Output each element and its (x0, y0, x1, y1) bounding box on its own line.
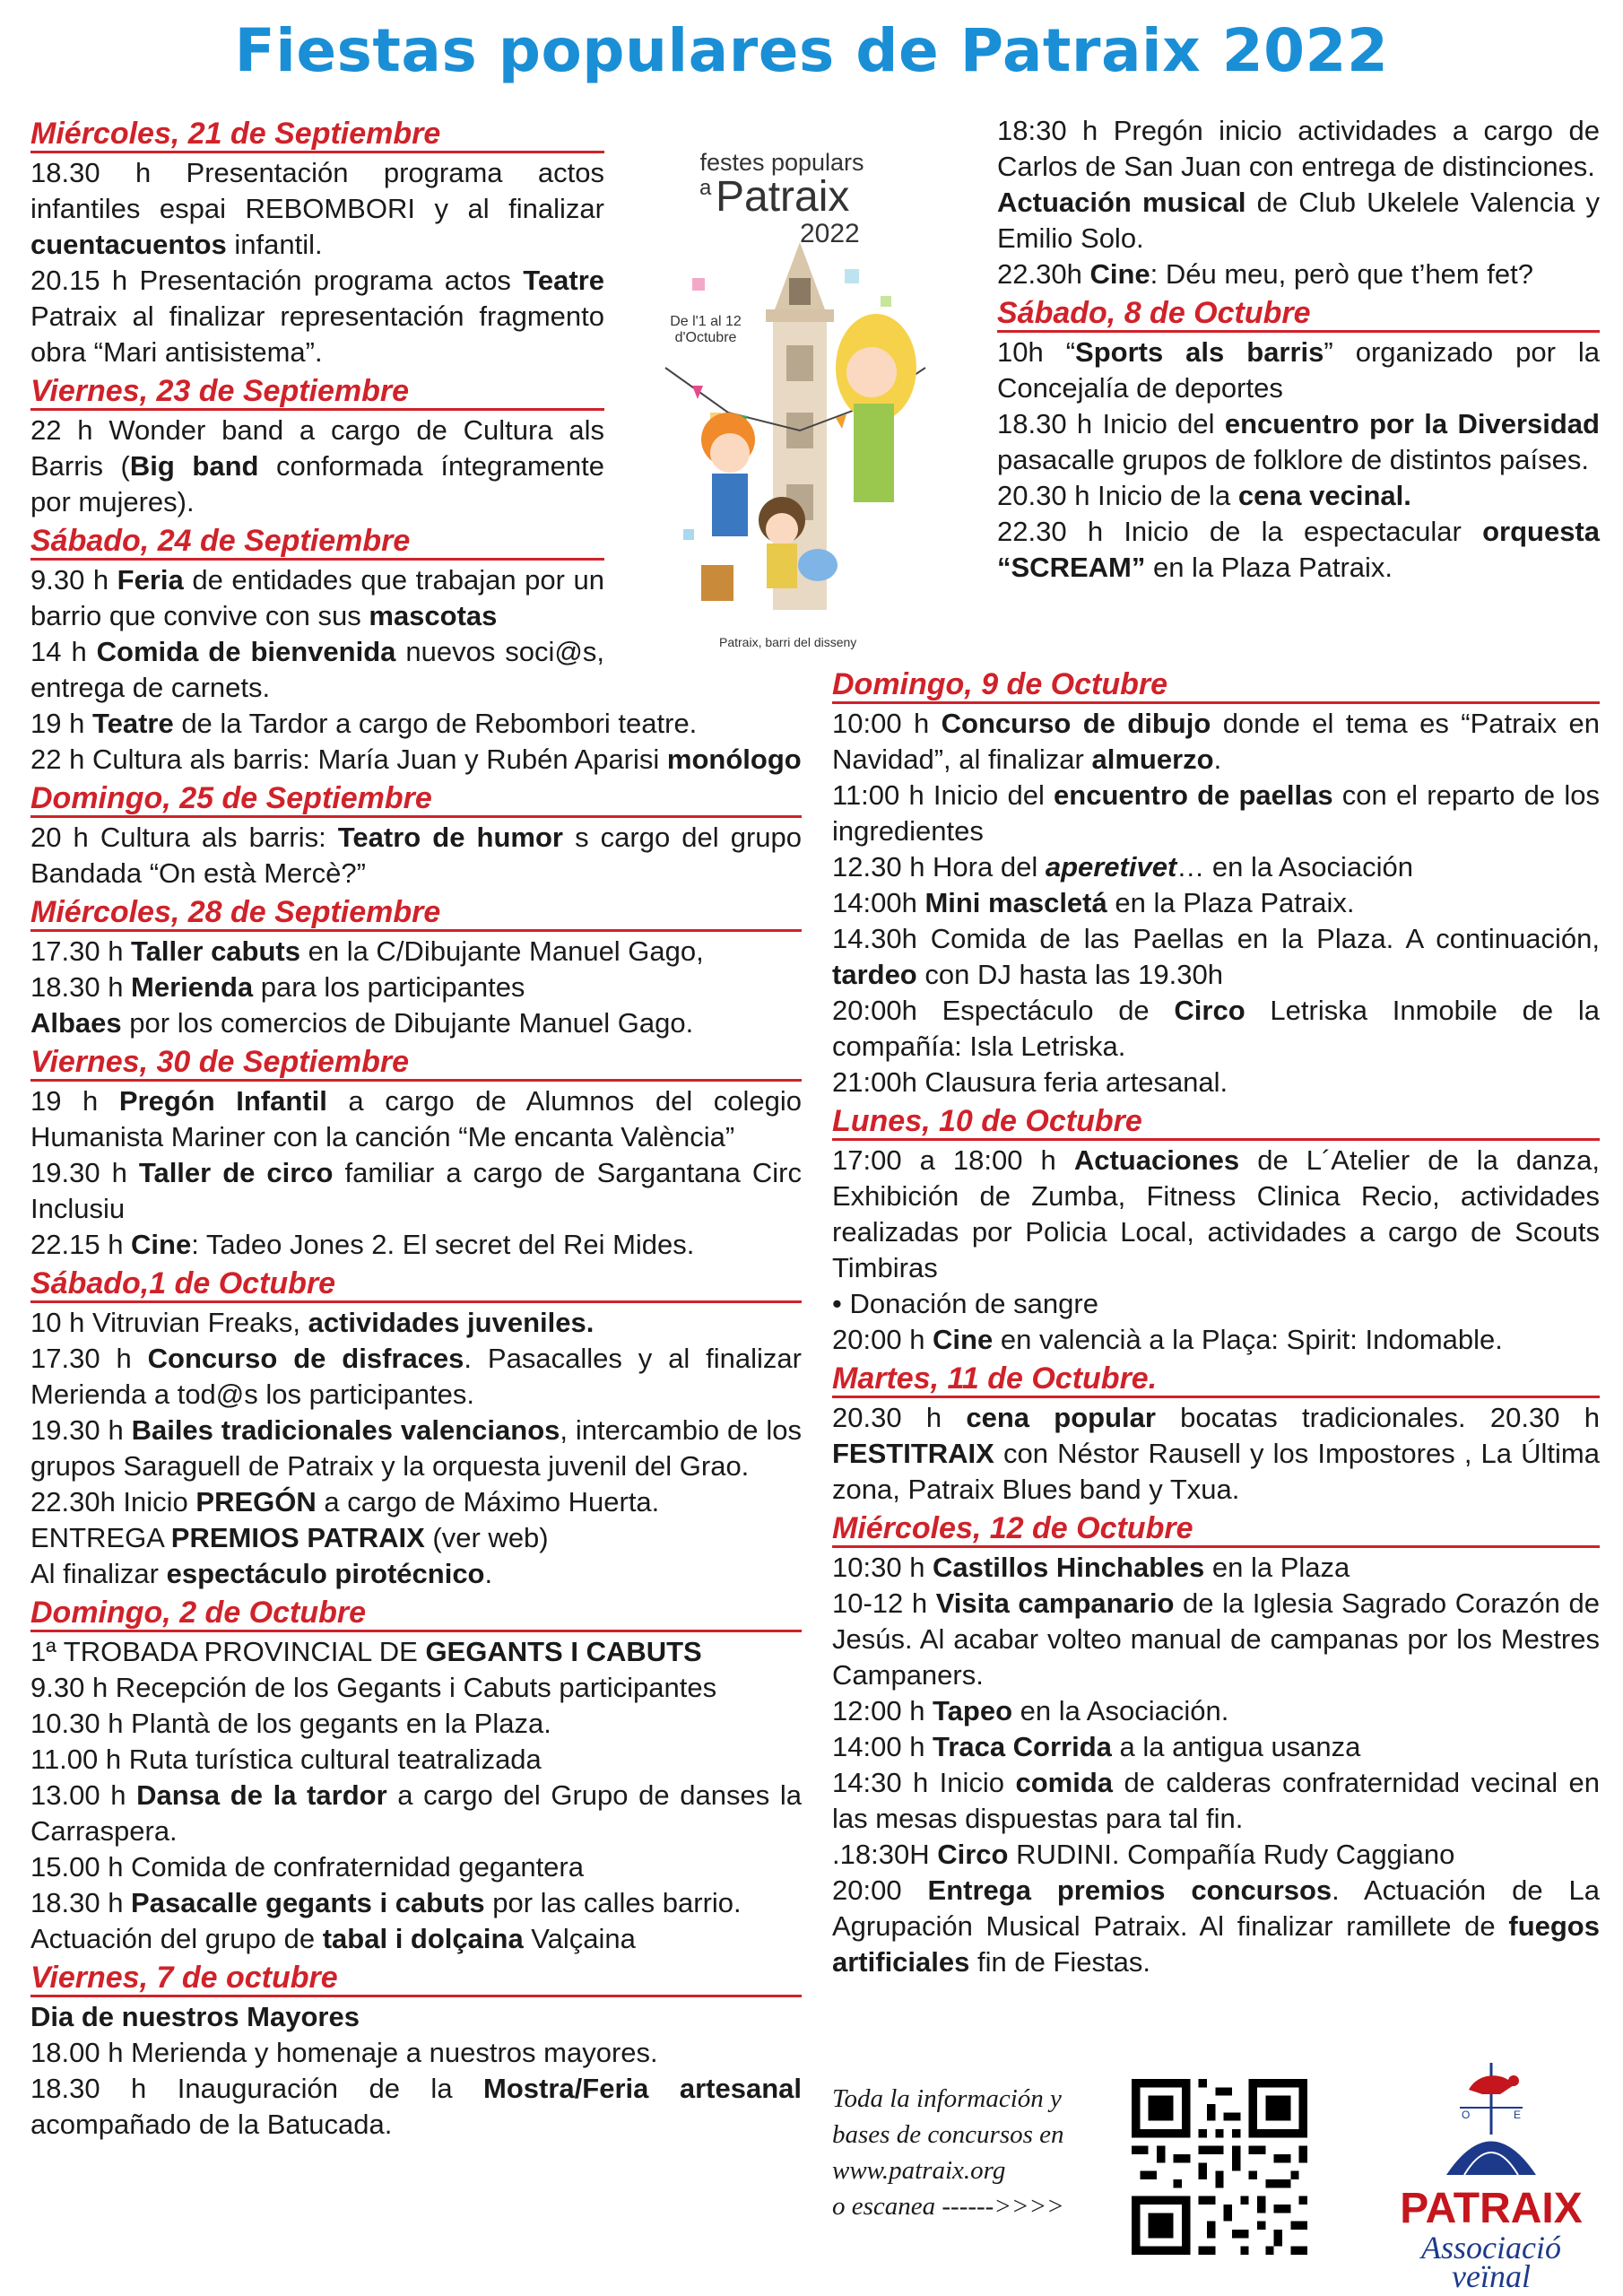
event-line: 18:30 h Pregón inicio actividades a cargo de Carlos de San Juan con entrega de distinciones. (997, 115, 1600, 182)
event-line: 18.30 h Presentación programa actos infantiles espai REBOMBORI y al finalizar cuentacuentos infantil. (30, 157, 604, 260)
logo-subtitle: Associació (1421, 2230, 1561, 2266)
event-line: 20.30 h cena popular bocatas tradicionales. 20.30 h FESTITRAIX con Néstor Rausell y los Impostores , La Última zona, Patraix Blues band y Txua. (832, 1402, 1601, 1505)
event-line: 19 h Pregón Infantil a cargo de Alumnos del colegio Humanista Mariner con la canción “Me encanta València” (30, 1085, 803, 1152)
footer-line: o escanea ------>>>> (832, 2192, 1064, 2221)
event-line: Actuación musical de Club Ukelele Valencia y Emilio Solo. (997, 187, 1600, 254)
event-line: ENTREGA PREMIOS PATRAIX (ver web) (30, 1522, 549, 1553)
event-line: 11:00 h Inicio del encuentro de paellas con el reparto de los ingredientes (832, 779, 1600, 847)
event-line: 10 h Vitruvian Freaks, actividades juveniles. (30, 1307, 595, 1338)
event-line: 21:00h Clausura feria artesanal. (832, 1066, 1228, 1098)
festival-poster (656, 144, 934, 664)
event-line: 20.15 h Presentación programa actos Teatre Patraix al finalizar representación fragmento obra “Mari antisistema”. (30, 265, 604, 368)
event-line: .18:30H Circo RUDINI. Compañía Rudy Caggiano (832, 1839, 1455, 1870)
event-line: 14 h Comida de bienvenida nuevos soci@s, entrega de carnets. (30, 636, 604, 703)
day-heading: Viernes, 30 de Septiembre (30, 1045, 802, 1082)
event-line: 14:30 h Inicio comida de calderas confraternidad vecinal en las mesas dispuestas para tal fin. (832, 1767, 1600, 1834)
event-line: 20:00 h Cine en valencià a la Plaça: Spirit: Indomable. (832, 1324, 1503, 1355)
event-line: 20.30 h Inicio de la cena vecinal. (997, 480, 1411, 511)
event-line: 19.30 h Taller de circo familiar a cargo de Sargantana Circ Inclusiu (30, 1157, 803, 1224)
footer-line: bases de concursos en (832, 2120, 1064, 2149)
svg-text:E: E (1514, 2109, 1522, 2121)
event-line: 12:00 h Tapeo en la Asociación. (832, 1695, 1229, 1726)
event-line: 22 h Wonder band a cargo de Cultura als Barris (Big band conformada íntegramente por mujeres). (30, 414, 604, 517)
day-heading: Sábado, 8 de Octubre (997, 296, 1600, 333)
poster-text-year: 2022 (800, 219, 860, 248)
poster-illustration (656, 144, 934, 664)
event-line: 12.30 h Hora del aperetivet… en la Asociación (832, 851, 1413, 883)
event-line: 14:00 h Traca Corrida a la antigua usanza (832, 1731, 1361, 1762)
event-line: 19 h Teatre de la Tardor a cargo de Rebombori teatre. (30, 708, 698, 739)
poster-text-festes: festes populars (699, 149, 864, 176)
day-heading: Viernes, 7 de octubre (30, 1961, 802, 1997)
event-line: 18.30 h Inicio del encuentro por la Diversidad pasacalle grupos de folklore de distintos países. (997, 408, 1600, 475)
event-line: 17.30 h Concurso de disfraces. Pasacalles y al finalizar Merienda a tod@s los participantes. (30, 1343, 802, 1410)
event-line: 14.30h Comida de las Paellas en la Plaza. A continuación, tardeo con DJ hasta las 19.30h (832, 923, 1600, 990)
event-line: 20:00h Espectáculo de Circo Letriska Inmobile de la compañía: Isla Letriska. (832, 995, 1600, 1062)
event-line: 10h “Sports als barris” organizado por la Concejalía de deportes (997, 336, 1600, 404)
event-line: 14:00h Mini mascletá en la Plaza Patraix. (832, 887, 1355, 918)
event-line: 18.30 h Pasacalle gegants i cabuts por las calles barrio. (30, 1887, 742, 1918)
poster-text-a: a (699, 176, 712, 200)
patraix-association-logo (1379, 2054, 1603, 2294)
event-line: 22.30h Inicio PREGÓN a cargo de Máximo Huerta. (30, 1486, 660, 1518)
event-line: 13.00 h Dansa de la tardor a cargo del Grupo de danses la Carraspera. (30, 1779, 802, 1847)
event-line: 22.15 h Cine: Tadeo Jones 2. El secret del Rei Mides. (30, 1229, 695, 1260)
event-line: 15.00 h Comida de confraternidad gegantera (30, 1851, 584, 1883)
event-line: 22.30h Cine: Déu meu, però que t’hem fet? (997, 258, 1533, 290)
poster-text-dates: De l'1 al 12 d'Octubre (670, 314, 742, 345)
event-line: 20:00 Entrega premios concursos. Actuación de La Agrupación Musical Patraix. Al finalizar ramillete de fuegos artificiales fin de Fiestas. (832, 1874, 1600, 1978)
event-line: 9.30 h Recepción de los Gegants i Cabuts participantes (30, 1672, 717, 1703)
page-title: Fiestas populares de Patraix 2022 (234, 16, 1389, 85)
footer-website-link[interactable]: www.patraix.org (832, 2156, 1006, 2185)
event-line: Dia de nuestros Mayores (30, 2001, 360, 2032)
day-heading: Sábado, 24 de Septiembre (30, 524, 604, 561)
event-line: 10:30 h Castillos Hinchables en la Plaza (832, 1552, 1350, 1583)
poster-text-patraix: Patraix (716, 173, 850, 221)
event-line: 11.00 h Ruta turística cultural teatralizada (30, 1744, 542, 1775)
weathervane-dome-icon (1379, 2054, 1603, 2179)
logo-name: PATRAIX (1400, 2185, 1583, 2232)
qr-code-icon (1132, 2079, 1307, 2255)
event-line: 20 h Cultura als barris: Teatro de humor s cargo del grupo Bandada “On està Mercè?” (30, 822, 802, 889)
program-column-right (832, 664, 1600, 1980)
event-line: 17:00 a 18:00 h Actuaciones de L´Atelier de la danza, Exhibición de Zumba, Fitness Clinica Recio, actividades realizadas por Policia Local, actividades a cargo de Scouts Timbiras (832, 1144, 1600, 1283)
event-line: 18.30 h Merienda para los participantes (30, 971, 525, 1003)
event-line: 9.30 h Feria de entidades que trabajan por un barrio que convive con sus mascotas (30, 564, 604, 631)
event-line: 18.30 h Inauguración de la Mostra/Feria artesanal acompañado de la Batucada. (30, 2073, 802, 2140)
day-heading: Miércoles, 12 de Octubre (832, 1511, 1600, 1548)
event-line: 17.30 h Taller cabuts en la C/Dibujante Manuel Gago, (30, 935, 704, 967)
event-line: • Donación de sangre (832, 1288, 1098, 1319)
day-heading: Miércoles, 28 de Septiembre (30, 895, 802, 932)
day-heading: Domingo, 2 de Octubre (30, 1596, 802, 1632)
event-line: 22 h Cultura als barris: María Juan y Rubén Aparisi monólogo (30, 744, 802, 775)
footer-info (832, 2081, 1101, 2224)
event-line: 22.30 h Inicio de la espectacular orquesta “SCREAM” en la Plaza Patraix. (997, 516, 1600, 583)
day-heading: Domingo, 25 de Septiembre (30, 781, 802, 818)
event-line: 10-12 h Visita campanario de la Iglesia Sagrado Corazón de Jesús. Al acabar volteo manual de campanas por los Mestres Campaners. (832, 1587, 1600, 1691)
event-line: 1ª TROBADA PROVINCIAL DE GEGANTS I CABUTS (30, 1636, 702, 1667)
event-line: 19.30 h Bailes tradicionales valencianos, intercambio de los grupos Saraguell de Patraix y la orquesta juvenil del Grao. (30, 1414, 802, 1482)
day-heading: Martes, 11 de Octubre. (832, 1361, 1600, 1398)
event-line: Albaes por los comercios de Dibujante Manuel Gago. (30, 1007, 694, 1039)
svg-text:O: O (1462, 2109, 1471, 2121)
day-heading: Viernes, 23 de Septiembre (30, 374, 604, 411)
event-line: 10.30 h Plantà de los gegants en la Plaza. (30, 1708, 551, 1739)
event-line: Al finalizar espectáculo pirotécnico. (30, 1558, 493, 1589)
event-line: Actuación del grupo de tabal i dolçaina Valçaina (30, 1923, 636, 1954)
day-heading: Lunes, 10 de Octubre (832, 1104, 1600, 1141)
poster-text-footer: Patraix, barri del disseny (719, 635, 857, 649)
event-line: 18.00 h Merienda y homenaje a nuestros mayores. (30, 2037, 658, 2068)
logo-subtitle: veïnal (1452, 2258, 1531, 2294)
event-line: 10:00 h Concurso de dibujo donde el tema es “Patraix en Navidad”, al finalizar almuerzo. (832, 708, 1600, 775)
program-column-right-top (997, 113, 1600, 586)
qr-code[interactable] (1132, 2079, 1307, 2255)
day-heading: Miércoles, 21 de Septiembre (30, 117, 604, 153)
footer-line: Toda la información y (832, 2084, 1062, 2113)
day-heading: Sábado,1 de Octubre (30, 1266, 802, 1303)
day-heading: Domingo, 9 de Octubre (832, 667, 1600, 704)
